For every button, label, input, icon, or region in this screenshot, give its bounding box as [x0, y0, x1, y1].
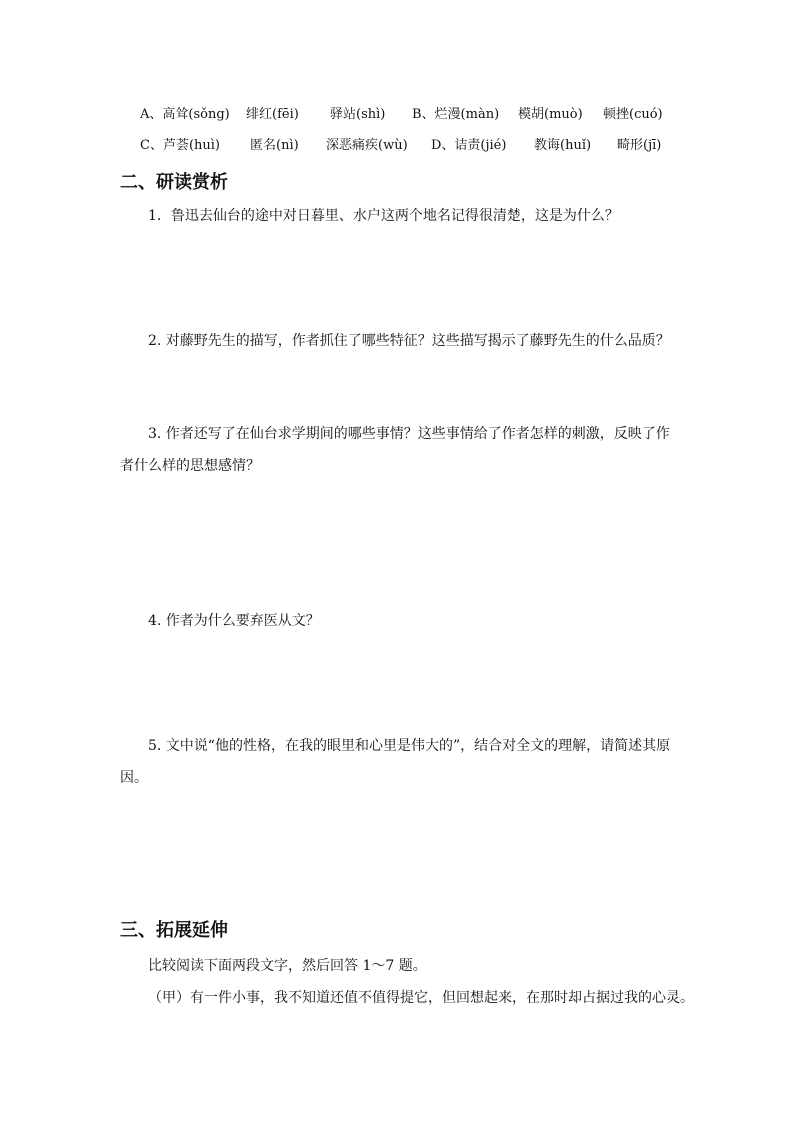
question-1	[120, 200, 676, 232]
option-a-word-1: A、高耸(sǒng)	[140, 107, 230, 122]
question-1-text: 1．鲁迅去仙台的途中对日暮里、水户这两个地名记得很清楚，这是为什么？	[148, 208, 619, 224]
option-d-word-2: 教诲(huǐ)	[534, 138, 592, 153]
question-5-line-2: 因。	[120, 770, 148, 786]
section-3-body	[120, 950, 694, 1014]
options-row-2	[140, 134, 694, 156]
question-3-line-2: 者什么样的思想感情？	[120, 458, 260, 474]
option-b-word-2: 模胡(muò)	[518, 107, 583, 122]
option-b-word-3: 顿挫(cuó)	[603, 107, 663, 122]
option-c-word-2: 匿名(nì)	[250, 138, 299, 153]
option-d-word-3: 畸形(jī)	[617, 138, 662, 153]
option-c-word-3: 深恶痛疾(wù)	[326, 138, 408, 153]
section-3-paragraph-1: （甲）有一件小事，我不知道还值不值得提它，但回想起来，在那时却占据过我的心灵。	[148, 990, 694, 1006]
question-3-line-1: 3. 作者还写了在仙台求学期间的哪些事情？这些事情给了作者怎样的刺激，反映了作	[148, 426, 670, 442]
option-b-word-1: B、烂漫(màn)	[412, 107, 500, 122]
section-3-heading: 三、拓展延伸	[120, 920, 228, 941]
question-4-text: 4. 作者为什么要弃医从文？	[148, 613, 320, 629]
options-row-1	[140, 103, 694, 125]
question-5-line-1: 5. 文中说“他的性格，在我的眼里和心里是伟大的”，结合对全文的理解，请简述其原	[148, 738, 671, 754]
question-4	[120, 605, 676, 637]
option-a-word-3: 驿站(shì)	[330, 107, 386, 122]
question-2-text: 2. 对藤野先生的描写，作者抓住了哪些特征？这些描写揭示了藤野先生的什么品质？	[148, 333, 670, 349]
question-5	[120, 730, 676, 794]
question-2	[120, 325, 676, 357]
section-2-heading: 二、研读赏析	[120, 172, 228, 193]
option-c-word-1: C、芦荟(huì)	[140, 138, 220, 153]
option-a-word-2: 绯红(fēi)	[246, 107, 299, 122]
option-d-word-1: D、诘责(jié)	[431, 138, 507, 153]
section-3-intro: 比较阅读下面两段文字，然后回答 1～7 题。	[148, 958, 427, 974]
question-3	[120, 418, 676, 482]
